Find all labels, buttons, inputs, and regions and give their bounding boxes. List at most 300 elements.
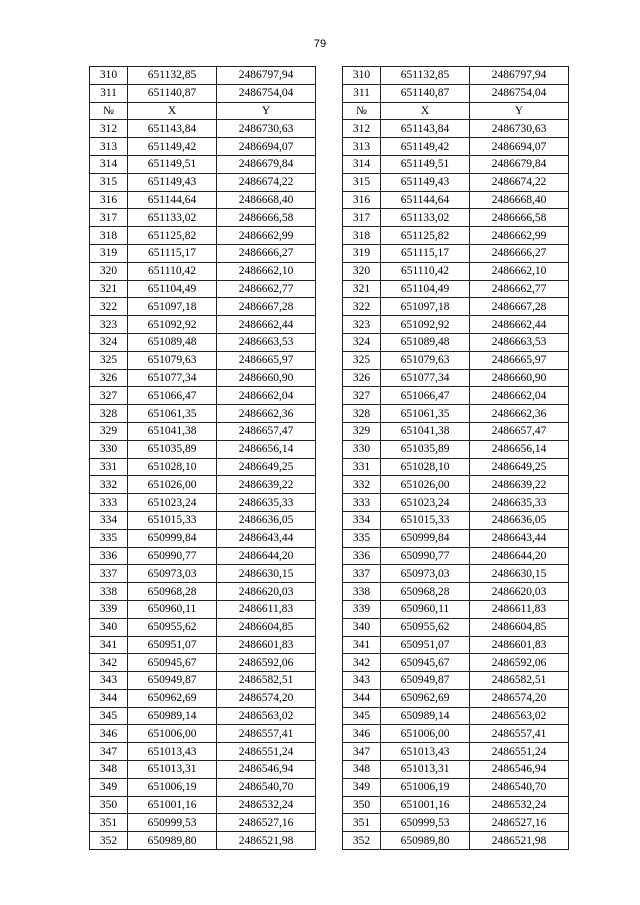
y-coordinate-cell: 2486551,24 <box>217 743 316 761</box>
x-coordinate-cell: 651041,38 <box>381 422 470 440</box>
y-coordinate-cell: 2486644,20 <box>217 547 316 565</box>
y-coordinate-cell: 2486540,70 <box>470 778 569 796</box>
y-coordinate-cell: 2486694,07 <box>470 138 569 156</box>
table-row <box>90 262 569 280</box>
y-coordinate-cell: 2486639,22 <box>217 476 316 494</box>
point-number-cell: 351 <box>343 814 381 832</box>
x-coordinate-cell: 650989,14 <box>381 707 470 725</box>
table-row <box>90 440 569 458</box>
y-coordinate-cell: 2486643,44 <box>217 529 316 547</box>
y-coordinate-cell: 2486532,24 <box>470 796 569 814</box>
table-row <box>90 280 569 298</box>
point-number-cell: 318 <box>343 227 381 245</box>
table-row <box>90 155 569 173</box>
x-coordinate-cell: 650989,14 <box>128 707 217 725</box>
y-coordinate-cell: 2486527,16 <box>217 814 316 832</box>
point-number-cell: 322 <box>90 298 128 316</box>
y-coordinate-cell: 2486582,51 <box>217 672 316 690</box>
column-gap <box>316 618 343 636</box>
y-coordinate-cell: 2486662,77 <box>470 280 569 298</box>
table-row <box>90 458 569 476</box>
x-coordinate-cell: 651132,85 <box>381 67 470 85</box>
point-number-cell: 346 <box>90 725 128 743</box>
y-coordinate-cell: 2486611,83 <box>217 600 316 618</box>
point-number-cell: 351 <box>90 814 128 832</box>
y-coordinate-cell: 2486662,10 <box>470 262 569 280</box>
point-number-cell: 345 <box>90 707 128 725</box>
x-coordinate-cell: 651015,33 <box>381 511 470 529</box>
y-coordinate-cell: 2486649,25 <box>470 458 569 476</box>
x-coordinate-cell: 651133,02 <box>128 209 217 227</box>
column-gap <box>316 725 343 743</box>
point-number-cell: 349 <box>90 778 128 796</box>
y-coordinate-cell: 2486657,47 <box>470 422 569 440</box>
x-coordinate-cell: 651077,34 <box>128 369 217 387</box>
table-row <box>90 120 569 138</box>
point-number-cell: 334 <box>343 511 381 529</box>
y-coordinate-cell: 2486592,06 <box>470 654 569 672</box>
table-row <box>90 707 569 725</box>
column-gap <box>316 298 343 316</box>
table-row <box>90 333 569 351</box>
table-row <box>90 173 569 191</box>
table-row <box>90 618 569 636</box>
point-number-cell: 323 <box>343 316 381 334</box>
column-gap <box>316 333 343 351</box>
x-coordinate-cell: 651097,18 <box>381 298 470 316</box>
x-coordinate-cell: 651035,89 <box>128 440 217 458</box>
table-row <box>90 565 569 583</box>
column-gap <box>316 476 343 494</box>
y-coordinate-cell: 2486662,77 <box>217 280 316 298</box>
y-coordinate-cell: 2486620,03 <box>217 583 316 601</box>
coordinates-table <box>89 66 569 850</box>
x-coordinate-cell: 651006,19 <box>381 778 470 796</box>
x-coordinate-cell: 651013,43 <box>128 743 217 761</box>
table-row <box>90 636 569 654</box>
column-gap <box>316 120 343 138</box>
x-coordinate-cell: 651104,49 <box>128 280 217 298</box>
point-number-cell: 319 <box>343 244 381 262</box>
point-number-cell: 316 <box>343 191 381 209</box>
point-number-cell: 316 <box>90 191 128 209</box>
y-coordinate-cell: 2486521,98 <box>217 832 316 850</box>
table-row <box>90 227 569 245</box>
point-number-cell: 313 <box>90 138 128 156</box>
point-number-cell: 343 <box>343 672 381 690</box>
x-coordinate-cell: 651023,24 <box>128 494 217 512</box>
column-gap <box>316 405 343 423</box>
header-y: Y <box>470 102 569 120</box>
point-number-cell: 350 <box>343 796 381 814</box>
point-number-cell: 327 <box>90 387 128 405</box>
x-coordinate-cell: 651110,42 <box>128 262 217 280</box>
column-gap <box>316 351 343 369</box>
y-coordinate-cell: 2486660,90 <box>217 369 316 387</box>
column-gap <box>316 244 343 262</box>
x-coordinate-cell: 651115,17 <box>128 244 217 262</box>
point-number-cell: 321 <box>343 280 381 298</box>
point-number-cell: 348 <box>343 761 381 779</box>
y-coordinate-cell: 2486674,22 <box>217 173 316 191</box>
x-coordinate-cell: 650989,80 <box>128 832 217 850</box>
y-coordinate-cell: 2486611,83 <box>470 600 569 618</box>
x-coordinate-cell: 651140,87 <box>128 84 217 102</box>
point-number-cell: 311 <box>90 84 128 102</box>
column-gap <box>316 209 343 227</box>
x-coordinate-cell: 651097,18 <box>128 298 217 316</box>
x-coordinate-cell: 650973,03 <box>128 565 217 583</box>
y-coordinate-cell: 2486662,10 <box>217 262 316 280</box>
point-number-cell: 333 <box>343 494 381 512</box>
column-gap <box>316 138 343 156</box>
point-number-cell: 321 <box>90 280 128 298</box>
x-coordinate-cell: 650962,69 <box>381 689 470 707</box>
y-coordinate-cell: 2486674,22 <box>470 173 569 191</box>
x-coordinate-cell: 651001,16 <box>381 796 470 814</box>
y-coordinate-cell: 2486657,47 <box>217 422 316 440</box>
point-number-cell: 347 <box>343 743 381 761</box>
x-coordinate-cell: 651092,92 <box>381 316 470 334</box>
column-gap <box>316 832 343 850</box>
point-number-cell: 341 <box>343 636 381 654</box>
x-coordinate-cell: 651115,17 <box>381 244 470 262</box>
point-number-cell: 342 <box>90 654 128 672</box>
point-number-cell: 337 <box>90 565 128 583</box>
point-number-cell: 335 <box>90 529 128 547</box>
x-coordinate-cell: 651149,42 <box>128 138 217 156</box>
point-number-cell: 333 <box>90 494 128 512</box>
point-number-cell: 325 <box>343 351 381 369</box>
column-gap <box>316 369 343 387</box>
x-coordinate-cell: 650960,11 <box>381 600 470 618</box>
x-coordinate-cell: 651104,49 <box>381 280 470 298</box>
y-coordinate-cell: 2486656,14 <box>470 440 569 458</box>
x-coordinate-cell: 650990,77 <box>128 547 217 565</box>
table-row <box>90 191 569 209</box>
y-coordinate-cell: 2486730,63 <box>470 120 569 138</box>
x-coordinate-cell: 650945,67 <box>128 654 217 672</box>
point-number-cell: 329 <box>343 422 381 440</box>
point-number-cell: 340 <box>90 618 128 636</box>
x-coordinate-cell: 651028,10 <box>381 458 470 476</box>
y-coordinate-cell: 2486662,36 <box>217 405 316 423</box>
column-gap <box>316 600 343 618</box>
column-gap <box>316 102 343 120</box>
point-number-cell: 346 <box>343 725 381 743</box>
x-coordinate-cell: 651079,63 <box>128 351 217 369</box>
column-gap <box>316 814 343 832</box>
x-coordinate-cell: 651149,42 <box>381 138 470 156</box>
table-row <box>90 743 569 761</box>
x-coordinate-cell: 651144,64 <box>128 191 217 209</box>
point-number-cell: 325 <box>90 351 128 369</box>
column-gap <box>316 494 343 512</box>
x-coordinate-cell: 651140,87 <box>381 84 470 102</box>
table-row <box>90 814 569 832</box>
y-coordinate-cell: 2486604,85 <box>217 618 316 636</box>
table-row <box>90 529 569 547</box>
point-number-cell: 330 <box>90 440 128 458</box>
y-coordinate-cell: 2486630,15 <box>470 565 569 583</box>
table-row <box>90 316 569 334</box>
table-row <box>90 298 569 316</box>
y-coordinate-cell: 2486644,20 <box>470 547 569 565</box>
point-number-cell: 331 <box>343 458 381 476</box>
point-number-cell: 315 <box>343 173 381 191</box>
x-coordinate-cell: 651149,43 <box>381 173 470 191</box>
point-number-cell: 335 <box>343 529 381 547</box>
point-number-cell: 327 <box>343 387 381 405</box>
point-number-cell: 332 <box>343 476 381 494</box>
column-gap <box>316 529 343 547</box>
y-coordinate-cell: 2486574,20 <box>217 689 316 707</box>
point-number-cell: 330 <box>343 440 381 458</box>
column-gap <box>316 796 343 814</box>
y-coordinate-cell: 2486604,85 <box>470 618 569 636</box>
x-coordinate-cell: 651006,00 <box>128 725 217 743</box>
y-coordinate-cell: 2486666,58 <box>217 209 316 227</box>
column-gap <box>316 511 343 529</box>
x-coordinate-cell: 650968,28 <box>128 583 217 601</box>
point-number-cell: 326 <box>343 369 381 387</box>
point-number-cell: 314 <box>90 155 128 173</box>
x-coordinate-cell: 651013,31 <box>128 761 217 779</box>
x-coordinate-cell: 651026,00 <box>128 476 217 494</box>
x-coordinate-cell: 650973,03 <box>381 565 470 583</box>
table-row <box>90 422 569 440</box>
x-coordinate-cell: 651092,92 <box>128 316 217 334</box>
column-gap <box>316 636 343 654</box>
y-coordinate-cell: 2486635,33 <box>470 494 569 512</box>
y-coordinate-cell: 2486667,28 <box>217 298 316 316</box>
y-coordinate-cell: 2486797,94 <box>217 67 316 85</box>
point-number-cell: 352 <box>343 832 381 850</box>
y-coordinate-cell: 2486601,83 <box>217 636 316 654</box>
x-coordinate-cell: 650949,87 <box>128 672 217 690</box>
point-number-cell: 328 <box>343 405 381 423</box>
column-gap <box>316 67 343 85</box>
x-coordinate-cell: 651061,35 <box>381 405 470 423</box>
x-coordinate-cell: 650951,07 <box>128 636 217 654</box>
point-number-cell: 336 <box>343 547 381 565</box>
x-coordinate-cell: 650955,62 <box>128 618 217 636</box>
point-number-cell: 323 <box>90 316 128 334</box>
point-number-cell: 317 <box>90 209 128 227</box>
point-number-cell: 344 <box>343 689 381 707</box>
column-gap <box>316 654 343 672</box>
table-header-row <box>90 102 569 120</box>
y-coordinate-cell: 2486797,94 <box>470 67 569 85</box>
x-coordinate-cell: 650999,53 <box>128 814 217 832</box>
y-coordinate-cell: 2486601,83 <box>470 636 569 654</box>
point-number-cell: 339 <box>343 600 381 618</box>
x-coordinate-cell: 650945,67 <box>381 654 470 672</box>
point-number-cell: 347 <box>90 743 128 761</box>
y-coordinate-cell: 2486557,41 <box>217 725 316 743</box>
column-gap <box>316 173 343 191</box>
point-number-cell: 332 <box>90 476 128 494</box>
point-number-cell: 322 <box>343 298 381 316</box>
table-row <box>90 369 569 387</box>
point-number-cell: 310 <box>90 67 128 85</box>
table-row <box>90 138 569 156</box>
x-coordinate-cell: 651143,84 <box>381 120 470 138</box>
x-coordinate-cell: 651015,33 <box>128 511 217 529</box>
point-number-cell: 338 <box>343 583 381 601</box>
point-number-cell: 318 <box>90 227 128 245</box>
point-number-cell: 338 <box>90 583 128 601</box>
y-coordinate-cell: 2486636,05 <box>470 511 569 529</box>
header-y: Y <box>217 102 316 120</box>
table-row <box>90 476 569 494</box>
y-coordinate-cell: 2486668,40 <box>470 191 569 209</box>
y-coordinate-cell: 2486551,24 <box>470 743 569 761</box>
y-coordinate-cell: 2486662,36 <box>470 405 569 423</box>
table-row <box>90 761 569 779</box>
point-number-cell: 329 <box>90 422 128 440</box>
table-row <box>90 796 569 814</box>
point-number-cell: 344 <box>90 689 128 707</box>
x-coordinate-cell: 651026,00 <box>381 476 470 494</box>
column-gap <box>316 707 343 725</box>
y-coordinate-cell: 2486649,25 <box>217 458 316 476</box>
x-coordinate-cell: 651110,42 <box>381 262 470 280</box>
column-gap <box>316 155 343 173</box>
table-row <box>90 244 569 262</box>
point-number-cell: 324 <box>90 333 128 351</box>
column-gap <box>316 387 343 405</box>
point-number-cell: 326 <box>90 369 128 387</box>
x-coordinate-cell: 650999,53 <box>381 814 470 832</box>
y-coordinate-cell: 2486521,98 <box>470 832 569 850</box>
header-x: X <box>128 102 217 120</box>
y-coordinate-cell: 2486662,44 <box>217 316 316 334</box>
point-number-cell: 343 <box>90 672 128 690</box>
y-coordinate-cell: 2486665,97 <box>217 351 316 369</box>
y-coordinate-cell: 2486656,14 <box>217 440 316 458</box>
header-x: X <box>381 102 470 120</box>
point-number-cell: 314 <box>343 155 381 173</box>
point-number-cell: 336 <box>90 547 128 565</box>
column-gap <box>316 316 343 334</box>
point-number-cell: 313 <box>343 138 381 156</box>
y-coordinate-cell: 2486532,24 <box>217 796 316 814</box>
point-number-cell: 350 <box>90 796 128 814</box>
point-number-cell: 312 <box>343 120 381 138</box>
y-coordinate-cell: 2486563,02 <box>217 707 316 725</box>
point-number-cell: 311 <box>343 84 381 102</box>
column-gap <box>316 583 343 601</box>
table-row <box>90 84 569 102</box>
point-number-cell: 352 <box>90 832 128 850</box>
x-coordinate-cell: 651144,64 <box>381 191 470 209</box>
table-row <box>90 209 569 227</box>
y-coordinate-cell: 2486636,05 <box>217 511 316 529</box>
column-gap <box>316 458 343 476</box>
point-number-cell: 320 <box>90 262 128 280</box>
y-coordinate-cell: 2486630,15 <box>217 565 316 583</box>
column-gap <box>316 672 343 690</box>
y-coordinate-cell: 2486662,99 <box>470 227 569 245</box>
point-number-cell: 341 <box>90 636 128 654</box>
y-coordinate-cell: 2486557,41 <box>470 725 569 743</box>
y-coordinate-cell: 2486665,97 <box>470 351 569 369</box>
point-number-cell: 312 <box>90 120 128 138</box>
point-number-cell: 315 <box>90 173 128 191</box>
x-coordinate-cell: 651013,31 <box>381 761 470 779</box>
y-coordinate-cell: 2486582,51 <box>470 672 569 690</box>
column-gap <box>316 743 343 761</box>
x-coordinate-cell: 650989,80 <box>381 832 470 850</box>
table-row <box>90 672 569 690</box>
y-coordinate-cell: 2486527,16 <box>470 814 569 832</box>
y-coordinate-cell: 2486754,04 <box>470 84 569 102</box>
x-coordinate-cell: 650949,87 <box>381 672 470 690</box>
table-row <box>90 654 569 672</box>
column-gap <box>316 689 343 707</box>
coordinates-table-body <box>90 67 569 850</box>
y-coordinate-cell: 2486546,94 <box>217 761 316 779</box>
table-row <box>90 689 569 707</box>
point-number-cell: 319 <box>90 244 128 262</box>
table-row <box>90 351 569 369</box>
table-row <box>90 494 569 512</box>
x-coordinate-cell: 651023,24 <box>381 494 470 512</box>
point-number-cell: 345 <box>343 707 381 725</box>
column-gap <box>316 547 343 565</box>
x-coordinate-cell: 651089,48 <box>128 333 217 351</box>
x-coordinate-cell: 651149,43 <box>128 173 217 191</box>
x-coordinate-cell: 650962,69 <box>128 689 217 707</box>
y-coordinate-cell: 2486666,27 <box>217 244 316 262</box>
y-coordinate-cell: 2486667,28 <box>470 298 569 316</box>
x-coordinate-cell: 651149,51 <box>128 155 217 173</box>
x-coordinate-cell: 651006,19 <box>128 778 217 796</box>
x-coordinate-cell: 650999,84 <box>381 529 470 547</box>
x-coordinate-cell: 651061,35 <box>128 405 217 423</box>
point-number-cell: 339 <box>90 600 128 618</box>
y-coordinate-cell: 2486620,03 <box>470 583 569 601</box>
x-coordinate-cell: 650990,77 <box>381 547 470 565</box>
y-coordinate-cell: 2486662,44 <box>470 316 569 334</box>
point-number-cell: 320 <box>343 262 381 280</box>
x-coordinate-cell: 651143,84 <box>128 120 217 138</box>
column-gap <box>316 778 343 796</box>
x-coordinate-cell: 651079,63 <box>381 351 470 369</box>
x-coordinate-cell: 651001,16 <box>128 796 217 814</box>
point-number-cell: 324 <box>343 333 381 351</box>
y-coordinate-cell: 2486592,06 <box>217 654 316 672</box>
y-coordinate-cell: 2486663,53 <box>217 333 316 351</box>
x-coordinate-cell: 651066,47 <box>128 387 217 405</box>
column-gap <box>316 227 343 245</box>
x-coordinate-cell: 650955,62 <box>381 618 470 636</box>
y-coordinate-cell: 2486563,02 <box>470 707 569 725</box>
column-gap <box>316 191 343 209</box>
y-coordinate-cell: 2486546,94 <box>470 761 569 779</box>
point-number-cell: 310 <box>343 67 381 85</box>
x-coordinate-cell: 651066,47 <box>381 387 470 405</box>
column-gap <box>316 565 343 583</box>
y-coordinate-cell: 2486635,33 <box>217 494 316 512</box>
point-number-cell: 328 <box>90 405 128 423</box>
y-coordinate-cell: 2486754,04 <box>217 84 316 102</box>
x-coordinate-cell: 651006,00 <box>381 725 470 743</box>
table-row <box>90 600 569 618</box>
x-coordinate-cell: 651035,89 <box>381 440 470 458</box>
x-coordinate-cell: 651125,82 <box>128 227 217 245</box>
